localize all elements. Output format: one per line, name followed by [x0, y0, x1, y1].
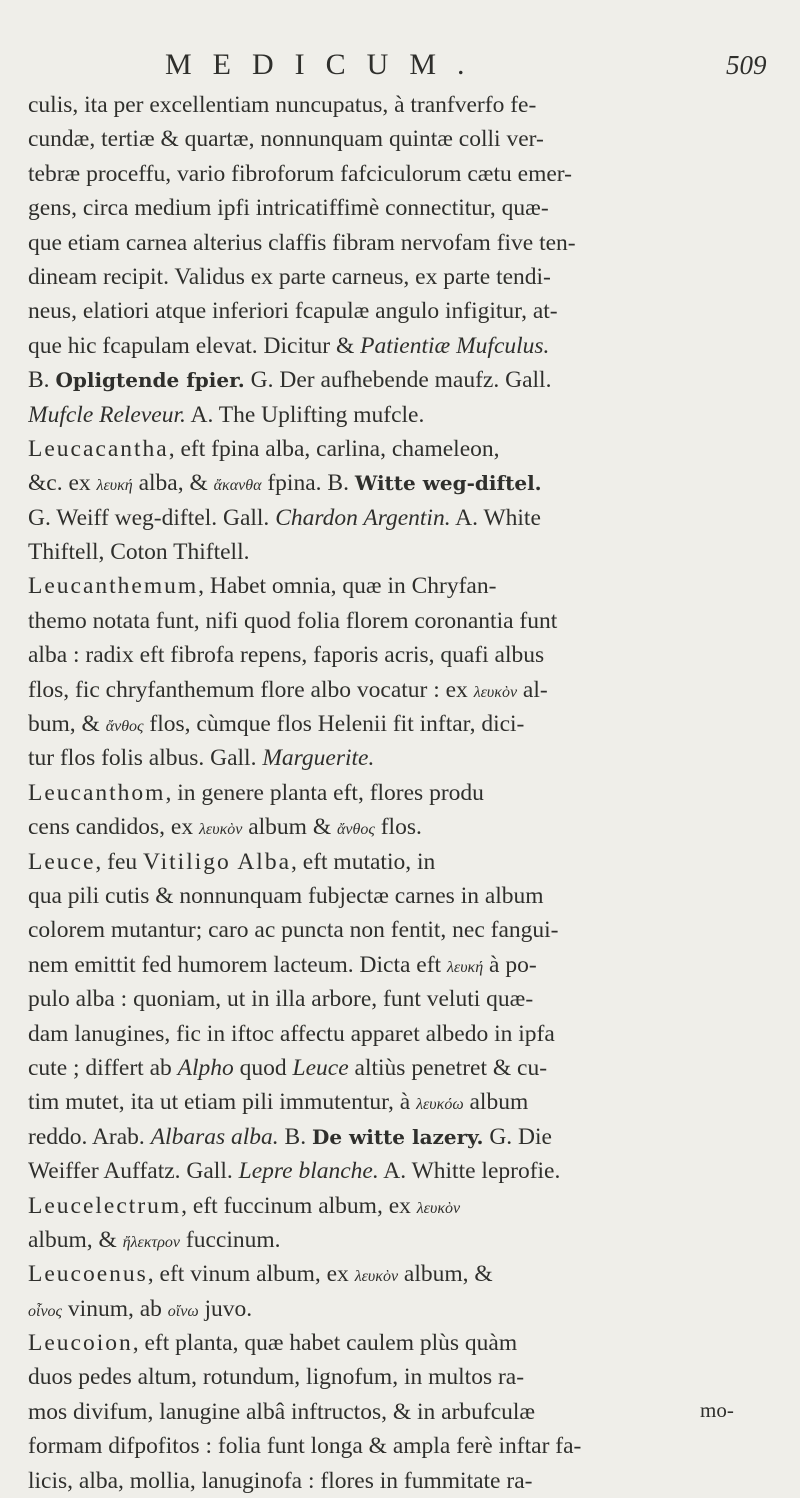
running-head: [0, 42, 800, 88]
text-run: λευκή: [96, 477, 133, 495]
text-run: A. The Uplifting mufcle.: [185, 401, 425, 428]
text-line: [28, 1257, 778, 1291]
text-run: album, &: [398, 1261, 493, 1288]
text-line: [28, 948, 778, 982]
text-run: flos.: [374, 814, 422, 841]
text-run: Mufcle Releveur.: [28, 401, 186, 428]
text-run: Patientiæ Mufculus.: [360, 332, 550, 359]
text-run: B.: [28, 367, 56, 394]
text-run: cundæ, tertiæ & quartæ, nonnunquam quintæ colli ver-: [28, 126, 544, 153]
text-run: λευκὸν: [354, 1268, 399, 1286]
text-line: [28, 398, 778, 432]
text-run: mos divifum, lanugine albâ inftructos, & in arbufculæ: [28, 1398, 536, 1425]
text-line: [28, 226, 778, 260]
text-run: , Habet omnia, quæ in Chryfan-: [198, 573, 497, 600]
text-run: B.: [278, 1123, 312, 1150]
text-run: ἄνθος: [337, 821, 375, 839]
text-line: [28, 88, 778, 122]
text-line: [28, 535, 778, 569]
text-run: qua pili cutis & nonnunquam fubjectæ carnes in album: [28, 882, 544, 909]
text-run: Thiftell, Coton Thiftell.: [28, 539, 250, 566]
text-line: [28, 1154, 778, 1188]
text-run: duos pedes altum, rotundum, lignofum, in multos ra-: [28, 1364, 525, 1391]
text-line: [28, 1464, 778, 1498]
text-run: bum, &: [28, 711, 106, 738]
text-run: Opligtende fpier.: [55, 368, 245, 393]
text-run: οἴνω: [167, 1302, 199, 1320]
text-run: ἤλεκτρον: [122, 1233, 181, 1251]
text-run: à po-: [483, 951, 537, 978]
text-run: juvo.: [198, 1295, 253, 1322]
text-line: [28, 638, 778, 672]
text-run: licis, alba, mollia, lanuginofa : flores in fummitate ra-: [28, 1467, 533, 1494]
text-run: Leucanthemum: [28, 573, 199, 600]
text-run: altiùs penetret & cu-: [348, 1054, 548, 1081]
text-run: Leuce: [28, 848, 96, 875]
text-run: Leucanthom: [28, 779, 166, 806]
text-line: [28, 1085, 778, 1119]
text-line: [28, 1360, 778, 1394]
text-line: [28, 1429, 778, 1463]
text-line: [28, 1395, 778, 1429]
text-run: , in genere planta eft, flores produ: [165, 779, 484, 806]
text-run: neus, elatiori atque inferiori fcapulæ angulo infigitur, at-: [28, 298, 558, 325]
text-line: [28, 191, 778, 225]
text-run: Leucoion: [28, 1330, 133, 1357]
text-run: G. Die: [483, 1123, 552, 1150]
text-run: Chardon Argentin.: [275, 504, 451, 531]
running-title: MEDICUM.: [165, 48, 486, 81]
text-line: [28, 569, 778, 603]
text-run: οἶνος: [28, 1302, 63, 1320]
text-run: , eft vinum album, ex: [147, 1261, 355, 1288]
text-run: gens, circa medium ipfi intricatiffimè connectitur, quæ-: [28, 195, 549, 222]
text-run: , eft mutatio, in: [291, 848, 436, 875]
text-run: A. Whitte leprofie.: [378, 1158, 561, 1185]
text-run: , feu: [95, 848, 144, 875]
text-line: [28, 1189, 778, 1223]
text-line: [28, 879, 778, 913]
text-line: [28, 501, 778, 535]
text-run: Leucoenus: [28, 1261, 148, 1288]
text-run: Witte weg-diftel.: [354, 471, 542, 496]
text-run: al-: [517, 676, 548, 703]
text-line: [28, 604, 778, 638]
text-run: que etiam carnea alterius claffis fibram nervofam five ten-: [28, 229, 576, 256]
text-run: cute ; differt ab: [28, 1054, 178, 1081]
text-run: G. Der aufhebende maufz. Gall.: [244, 367, 552, 394]
text-run: Leucacantha: [28, 435, 169, 462]
text-run: fpina. B.: [261, 470, 355, 497]
text-run: λευκὸν: [416, 1199, 461, 1217]
text-run: λευκή: [446, 958, 484, 976]
text-line: [28, 432, 778, 466]
text-run: , eft fuccinum album, ex: [181, 1192, 417, 1219]
text-run: λευκὸν: [473, 683, 518, 701]
text-run: Vitiligo Alba: [143, 848, 292, 875]
text-line: [28, 673, 778, 707]
text-line: [28, 1223, 778, 1257]
text-run: culis, ita per excellentiam nuncupatus, à tranfverfo fe-: [28, 92, 537, 118]
text-run: De witte lazery.: [311, 1124, 484, 1149]
text-run: tur flos folis albus. Gall.: [28, 745, 263, 772]
text-run: G. Weiff weg-diftel. Gall.: [28, 504, 276, 531]
body-text: [28, 88, 778, 1498]
page-number: 509: [726, 50, 767, 80]
text-run: alba : radix eft fibrofa repens, faporis acris, quafi albus: [28, 642, 545, 669]
text-line: [28, 1326, 778, 1360]
text-run: ἄκανθα: [213, 477, 262, 495]
text-line: [28, 122, 778, 156]
text-run: album: [463, 1089, 529, 1116]
text-line: [28, 1051, 778, 1085]
text-run: flos, fic chryfanthemum flore albo vocatur : ex: [28, 676, 474, 703]
text-run: alba, &: [132, 470, 214, 497]
text-run: flos, cùmque flos Helenii fit inftar, dici-: [143, 711, 525, 738]
text-run: pulo alba : quoniam, ut in illa arbore, funt veluti quæ-: [28, 986, 534, 1013]
text-run: Lepre blanche.: [238, 1158, 379, 1185]
text-line: [28, 845, 778, 879]
text-run: λευκόω: [416, 1096, 464, 1114]
text-run: vinum, ab: [62, 1295, 168, 1322]
text-run: tim mutet, ita ut etiam pili immutentur, à: [28, 1089, 417, 1116]
text-line: [28, 363, 778, 397]
text-line: [28, 1017, 778, 1051]
text-line: [28, 741, 778, 775]
text-line: [28, 1120, 778, 1154]
text-line: [28, 157, 778, 191]
text-run: nem emittit fed humorem lacteum. Dicta eft: [28, 951, 447, 978]
text-run: ἄνθος: [105, 718, 144, 736]
text-line: [28, 260, 778, 294]
text-run: λευκὸν: [198, 821, 243, 839]
text-run: &c. ex: [28, 470, 97, 497]
text-line: [28, 982, 778, 1016]
text-run: tebræ proceffu, vario fibroforum fafciculorum cætu emer-: [28, 160, 572, 187]
text-run: dam lanugines, fic in iftoc affectu apparet albedo in ipfa: [28, 1020, 555, 1047]
text-run: colorem mutantur; caro ac puncta non fentit, nec fangui-: [28, 917, 559, 944]
text-run: fuccinum.: [180, 1226, 281, 1253]
text-line: [28, 329, 778, 363]
text-run: album, &: [28, 1226, 123, 1253]
text-run: Weiffer Auffatz. Gall.: [28, 1158, 239, 1185]
text-run: Leucelectrum: [28, 1192, 182, 1219]
text-run: dineam recipit. Validus ex parte carneus, ex parte tendi-: [28, 263, 551, 290]
text-run: A. White: [450, 504, 541, 531]
text-run: Alpho: [177, 1054, 234, 1081]
text-line: [28, 776, 778, 810]
text-run: themo notata funt, nifi quod folia florem coronantia funt: [28, 607, 558, 634]
text-run: formam difpofitos : folia funt longa & ampla ferè inftar fa-: [28, 1433, 582, 1460]
text-line: [28, 913, 778, 947]
text-run: quod: [233, 1054, 293, 1081]
text-line: [28, 466, 778, 500]
text-run: , eft planta, quæ habet caulem plùs quàm: [132, 1330, 518, 1357]
text-run: Leuce: [292, 1054, 349, 1081]
text-run: Marguerite.: [262, 745, 375, 772]
text-line: [28, 1292, 778, 1326]
text-run: album &: [242, 814, 337, 841]
text-run: , eft fpina alba, carlina, chameleon,: [168, 435, 500, 462]
text-run: cens candidos, ex: [28, 814, 199, 841]
text-line: [28, 707, 778, 741]
text-run: reddo. Arab.: [28, 1123, 151, 1150]
text-run: que hic fcapulam elevat. Dicitur &: [28, 332, 361, 359]
text-line: [28, 810, 778, 844]
text-run: Albaras alba.: [150, 1123, 279, 1150]
text-line: [28, 294, 778, 328]
catchword: mo-: [700, 1398, 734, 1422]
